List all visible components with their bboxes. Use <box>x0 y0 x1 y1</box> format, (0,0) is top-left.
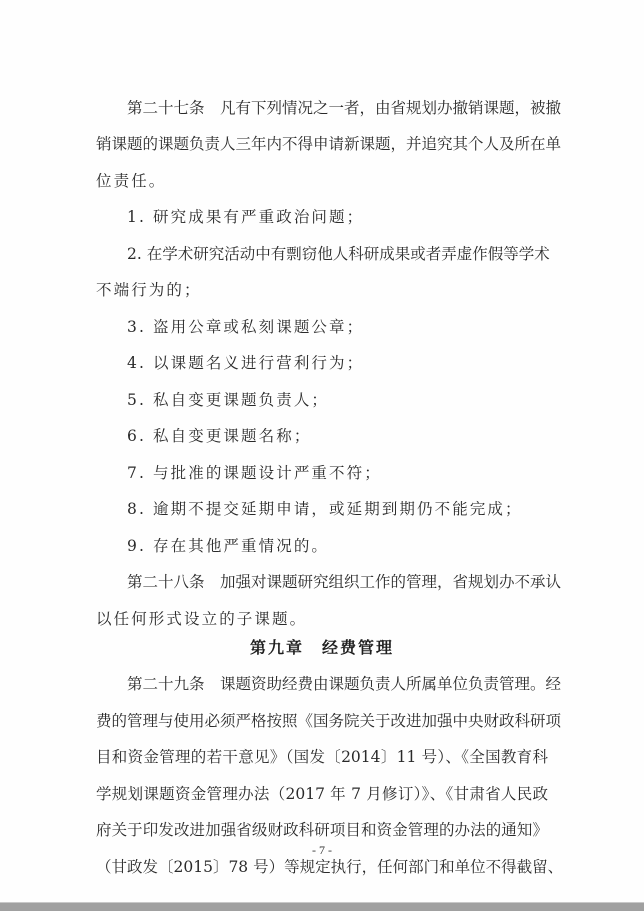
article-27-line-2: 销课题的课题负责人三年内不得申请新课题，并追究其个人及所在单 <box>96 135 562 153</box>
page-number: - 7 - <box>312 843 332 857</box>
chapter-heading: 第九章 经费管理 <box>249 638 394 657</box>
list-item-6: 6. 私自变更课题名称； <box>127 427 312 445</box>
article-29-line-5: 府关于印发改进加强省级财政科研项目和资金管理的办法的通知》 <box>96 821 548 839</box>
list-item-2-cont: 不端行为的； <box>96 281 202 299</box>
list-item-1: 1. 研究成果有严重政治问题； <box>127 208 365 226</box>
article-29-line-6: （甘政发〔2015〕78 号）等规定执行，任何部门和单位不得截留、 <box>96 858 564 876</box>
list-item-8: 8. 逾期不提交延期申请，或延期到期仍不能完成； <box>127 500 523 518</box>
article-28-line-2: 以任何形式设立的子课题。 <box>96 610 308 628</box>
list-item-4: 4. 以课题名义进行营利行为； <box>127 354 365 372</box>
article-27-line-1: 第二十七条 凡有下列情况之一者，由省规划办撤销课题，被撤 <box>127 99 562 117</box>
article-29-line-1: 第二十九条 课题资助经费由课题负责人所属单位负责管理。经 <box>127 675 562 693</box>
list-item-2: 2. 在学术研究活动中有剽窃他人科研成果或者弄虚作假等学术 <box>127 245 550 263</box>
list-item-7: 7. 与批准的课题设计严重不符； <box>127 464 382 482</box>
article-29-line-4: 学规划课题资金管理办法（2017 年 7 月修订）》、《甘肃省人民政 <box>96 785 548 803</box>
article-27-line-3: 位责任。 <box>96 172 167 190</box>
list-item-3: 3. 盗用公章或私刻课题公章； <box>127 318 365 336</box>
list-item-5: 5. 私自变更课题负责人； <box>127 391 330 409</box>
article-29-line-3: 目和资金管理的若干意见》（国发〔2014〕11 号）、《全国教育科 <box>96 748 548 766</box>
article-29-line-2: 费的管理与使用必须严格按照《国务院关于改进加强中央财政科研项 <box>96 712 562 730</box>
article-28-line-1: 第二十八条 加强对课题研究组织工作的管理，省规划办不承认 <box>127 573 562 591</box>
list-item-9: 9. 存在其他严重情况的。 <box>127 537 330 555</box>
